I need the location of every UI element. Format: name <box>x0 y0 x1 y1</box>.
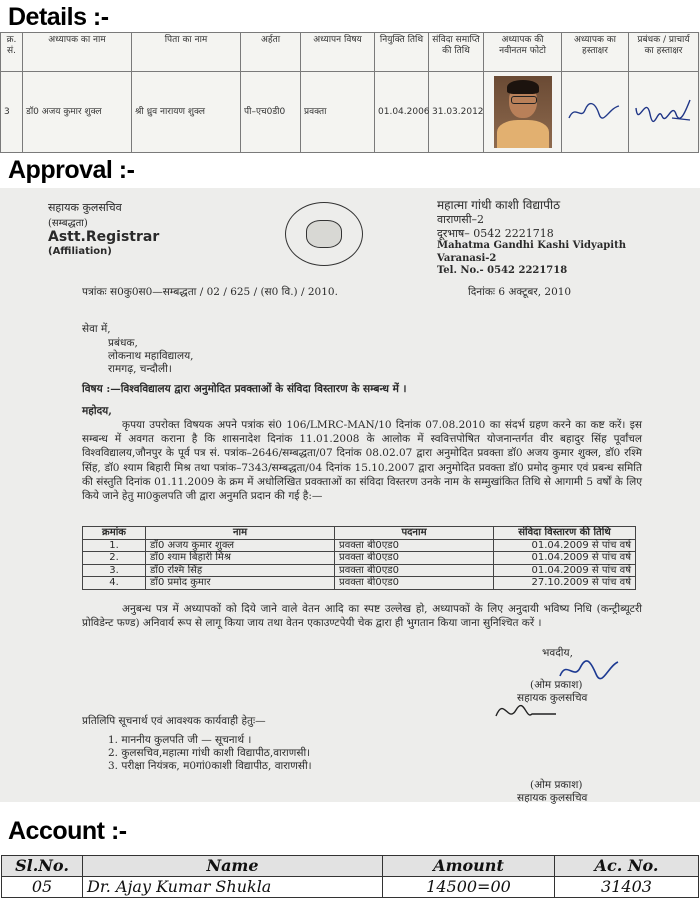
extension-cell: डॉ0 रश्मि सिंह <box>146 564 335 577</box>
extension-header-cell: नाम <box>146 527 335 540</box>
extension-cell: डॉ0 अजय कुमार शुक्ल <box>146 539 335 552</box>
extension-cell: 01.04.2009 से पांच वर्ष <box>494 552 636 565</box>
manager-signature <box>632 88 694 132</box>
signer-title-1: सहायक कुलसचिव <box>517 692 588 704</box>
letterhead-right-english-city: Varanasi-2 <box>437 253 497 264</box>
details-header-cell: क्र. सं. <box>1 33 23 72</box>
account-heading: Account :- <box>8 817 127 845</box>
account-header-cell: Name <box>83 856 383 877</box>
bhavdiy: भवदीय, <box>542 647 573 659</box>
teaching-subject: प्रवक्ता <box>301 72 375 153</box>
signer-name-2: (ओम प्रकाश) <box>530 779 583 791</box>
extension-header-cell: क्रमांक <box>83 527 146 540</box>
extension-row <box>83 577 636 590</box>
details-header-row <box>1 33 699 72</box>
teacher-photo-cell <box>484 72 562 153</box>
account-row <box>2 877 699 898</box>
account-header-cell: Sl.No. <box>2 856 83 877</box>
extension-cell: प्रवक्ता बी0एड0 <box>335 552 494 565</box>
teacher-photo <box>494 76 552 148</box>
extension-cell: 1. <box>83 539 146 552</box>
letterhead-right-hindi: महात्मा गांधी काशी विद्यापीठ <box>437 198 561 212</box>
cc-item: 2. कुलसचिव,महात्मा गांधी काशी विद्यापीठ,वाराणसी। <box>108 747 311 759</box>
seva-mein: सेवा में, <box>82 323 111 335</box>
details-header-cell: अध्यापक का नाम <box>23 33 132 72</box>
teacher-signature <box>565 90 623 130</box>
account-number: 31403 <box>555 877 699 898</box>
address-line-1: प्रबंधक, <box>108 337 138 349</box>
details-table-image <box>0 32 700 150</box>
letter-paragraph-2: अनुबन्ध पत्र में अध्यापकों को दिये जाने वाले वेतन आदि का स्पष्ट उल्लेख हो, अध्यापकों के लिए अनुदायी भविष्य निधि (कन्ट्रीब्यूटरी प्रोविडेन्ट फण्ड) अनिवार्य रूप से लागू किया जाय तथा वेतन एकाउण्टपेयी चेक द्वारा ही भुगतान किया जाना सुनिश्चित करें । <box>82 603 642 630</box>
approval-letter <box>0 188 700 802</box>
account-header-cell: Ac. No. <box>555 856 699 877</box>
father-name: श्री ध्रुव नारायण शुक्ल <box>132 72 241 153</box>
serial-number: 3 <box>1 72 23 153</box>
letterhead-left-english-sub: (Affiliation) <box>48 246 112 257</box>
account-header-cell: Amount <box>383 856 555 877</box>
contract-end-date: 31.03.2012 <box>429 72 484 153</box>
extension-row <box>83 552 636 565</box>
university-seal <box>285 202 363 266</box>
teacher-name: डॉ0 अजय कुमार शुक्ल <box>23 72 132 153</box>
salutation: महोदय, <box>82 405 112 417</box>
account-amount: 14500=00 <box>383 877 555 898</box>
letterhead-left-hindi-sub: (सम्बद्धता) <box>48 218 88 229</box>
account-table <box>1 855 699 898</box>
letter-date: दिनांकः 6 अक्टूबर, 2010 <box>468 286 572 298</box>
extension-cell: 27.10.2009 से पांच वर्ष <box>494 577 636 590</box>
extension-cell: 01.04.2009 से पांच वर्ष <box>494 539 636 552</box>
letterhead-right-english: Mahatma Gandhi Kashi Vidyapith <box>437 240 626 251</box>
extension-cell: डॉ0 प्रमोद कुमार <box>146 577 335 590</box>
extension-cell: 2. <box>83 552 146 565</box>
details-header-cell: प्रबंधक / प्राचार्य का हस्ताक्षर <box>629 33 699 72</box>
details-header-cell: अध्यापक का हस्ताक्षर <box>562 33 629 72</box>
details-header-cell: अर्हता <box>241 33 301 72</box>
signer-title-2: सहायक कुलसचिव <box>517 792 588 804</box>
extension-row <box>83 564 636 577</box>
details-row <box>1 72 699 153</box>
letterhead-left-english: Astt.Registrar <box>48 229 160 245</box>
cc-heading: प्रतिलिपि सूचनार्थ एवं आवश्यक कार्यवाही हेतुः— <box>82 715 266 727</box>
letterhead-left-hindi: सहायक कुलसचिव <box>48 201 122 214</box>
details-header-cell: अध्यापन विषय <box>301 33 375 72</box>
letter-subject: विषय :—विश्वविद्यालय द्वारा अनुमोदित प्रवक्ताओं के संविदा विस्तारण के सम्बन्ध में । <box>82 383 407 395</box>
details-header-cell: अध्यापक की नवीनतम फोटो <box>484 33 562 72</box>
extension-row <box>83 539 636 552</box>
extension-header-cell: पदनाम <box>335 527 494 540</box>
reference-number: पत्रांकः स0कु0स0—सम्बद्धता / 02 / 625 / (स0 वि.) / 2010. <box>82 286 338 298</box>
details-header-cell: पिता का नाम <box>132 33 241 72</box>
cc-item: 3. परीक्षा नियंत्रक, म0गां0काशी विद्यापीठ, वाराणसी। <box>108 760 312 772</box>
appointment-date: 01.04.2006 <box>375 72 429 153</box>
cc-item: 1. माननीय कुलपति जी — सूचनार्थ । <box>108 734 252 746</box>
extension-cell: प्रवक्ता बी0एड0 <box>335 577 494 590</box>
account-serial: 05 <box>2 877 83 898</box>
details-table <box>0 32 699 153</box>
letterhead-right-phone-hindi: दूरभाष– 0542 2221718 <box>437 227 554 240</box>
extension-cell: प्रवक्ता बी0एड0 <box>335 539 494 552</box>
extension-cell: 01.04.2009 से पांच वर्ष <box>494 564 636 577</box>
qualification: पी–एच0डी0 <box>241 72 301 153</box>
details-heading: Details :- <box>8 3 109 31</box>
extension-cell: प्रवक्ता बी0एड0 <box>335 564 494 577</box>
manager-signature-cell <box>629 72 699 153</box>
details-header-cell: नियुक्ति तिथि <box>375 33 429 72</box>
details-header-cell: संविदा समाप्ति की तिथि <box>429 33 484 72</box>
approval-heading: Approval :- <box>8 156 135 184</box>
extension-cell: 3. <box>83 564 146 577</box>
extension-header-cell: संविदा विस्तारण की तिथि <box>494 527 636 540</box>
account-name: Dr. Ajay Kumar Shukla <box>83 877 383 898</box>
signer-name-1: (ओम प्रकाश) <box>530 679 583 691</box>
extension-cell: 4. <box>83 577 146 590</box>
letter-paragraph-1: कृपया उपरोक्त विषयक अपने पत्रांक सं0 106/LMRC-MAN/10 दिनांक 07.08.2010 का संदर्भ ग्रहण करने का कष्ट करें। इस सम्बन्ध में अवगत कराना है कि शासनादेश दिनांक 11.01.2008 के आलोक में स्ववित्तपोषित योजनान्तर्गत वीर बहादुर सिंह पूर्वांचल विश्वविद्यालय,जौनपुर के पूर्व पत्र सं. पत्रांक–2646/सम्बद्धता/07 दिनांक 08.02.07 द्वारा अनुमोदित प्रवक्ता डॉ0 अजय कुमार शुक्ल, डॉ0 रश्मि सिंह, डॉ0 श्याम बिहारी मिश्र तथा पत्रांक–7343/सम्बद्धता/04 दिनांक 15.10.2007 द्वारा अनुमोदित प्रवक्ता डॉ0 प्रमोद कुमार एवं प्रबन्ध समिति की संस्तुति दिनांक 01.11.2009 के क्रम में अधोलिखित प्रवक्ताओं का संविदा विस्तरण उनके नाम के सम्मुखांकित तिथि से आगामी 5 वर्षों के लिए किये जाने हेतु मा0कुलपति जी द्वारा अनुमति प्रदान की गई है:— <box>82 419 642 503</box>
letterhead-right-phone-english: Tel. No.- 0542 2221718 <box>437 265 568 276</box>
address-line-3: रामगढ़, चन्दौली। <box>108 363 172 375</box>
extension-cell: डॉ0 श्याम बिहारी मिश्र <box>146 552 335 565</box>
letterhead-right-hindi-city: वाराणसी–2 <box>437 213 485 226</box>
address-line-2: लोकनाथ महाविद्यालय, <box>108 350 194 362</box>
extension-table <box>82 526 636 590</box>
teacher-signature-cell <box>562 72 629 153</box>
signature-2 <box>490 694 560 728</box>
account-header-row <box>2 856 699 877</box>
extension-header-row <box>83 527 636 540</box>
